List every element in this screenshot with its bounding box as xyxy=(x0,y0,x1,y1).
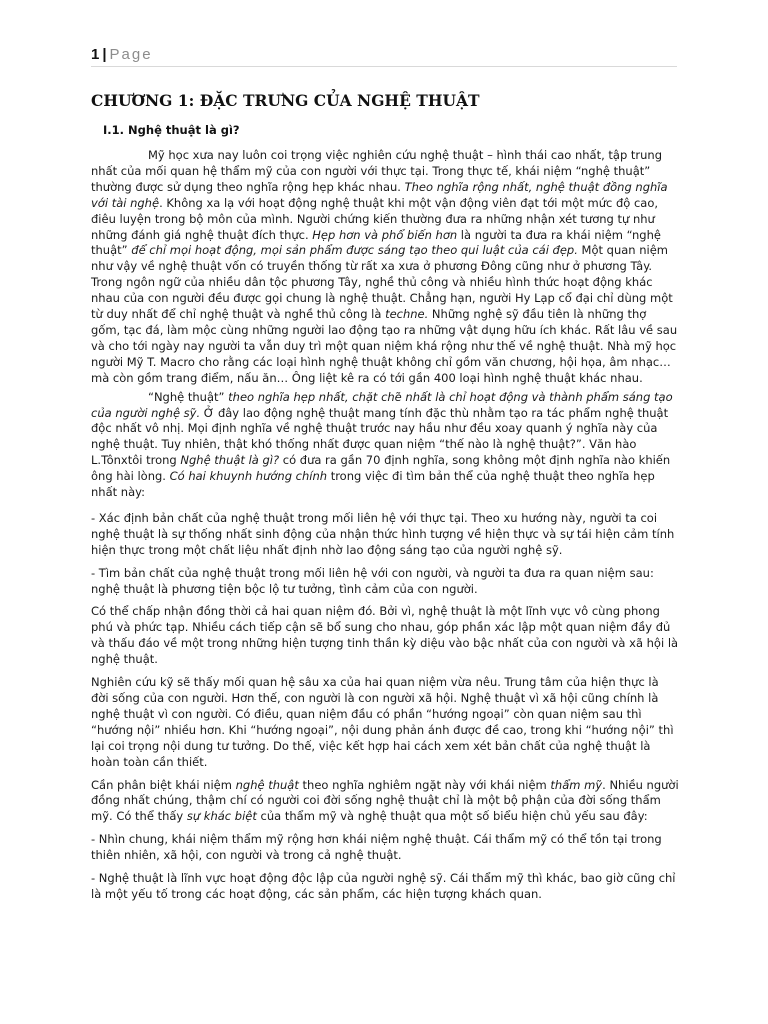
p1-emphasis-narrower: Hẹp hơn và phổ biến hơn xyxy=(312,227,458,242)
p1-emphasis-definition: để chỉ mọi hoạt động, mọi sản phẩm được sáng tạo theo qui luật của cái đẹp. xyxy=(131,243,578,258)
paragraph-2 xyxy=(91,390,679,501)
p1-text-e: là người ta đưa ra khái niệm “nghệ thuật” xyxy=(91,227,661,258)
page-number: 1 xyxy=(91,46,100,63)
page-separator: | xyxy=(102,46,107,63)
p7-text-e: . Nhiều người đồng nhất chúng, thậm chí có người coi đời sống nghệ thuật chỉ là một bộ phận của đời sống thẩm mỹ. Có thể thấy xyxy=(91,777,679,824)
p1-text-a: Mỹ học xưa nay luôn coi trọng việc nghiên cứu nghệ thuật – hình thái cao nhất, tập trung nhất của mối quan hệ thẩm mỹ của con người với thực tại. Trong thực tế, khái niệm “nghệ thuật” thường được sử dụng theo nghĩa rộng hẹp khác nhau. xyxy=(91,148,663,194)
paragraph-8: - Nhìn chung, khái niệm thẩm mỹ rộng hơn khái niệm nghệ thuật. Cái thẩm mỹ có thể tồn tại trong thiên nhiên, xã hội, con người và trong cả nghệ thuật. xyxy=(91,832,662,863)
p2-emphasis-book-title: Nghệ thuật là gì? xyxy=(180,453,280,468)
p2-text-g: trong việc đi tìm bản thể của nghệ thuật theo nghĩa hẹp nhất này: xyxy=(91,469,655,500)
p2-emphasis-narrowest: theo nghĩa hẹp nhất, chặt chẽ nhất là chỉ hoạt động và thành phẩm sáng tạo của người nghệ sỹ. xyxy=(91,389,673,420)
p7-text-c: theo nghĩa nghiêm ngặt này với khái niệm xyxy=(298,777,551,792)
p2-text-a: “Nghệ thuật” xyxy=(148,389,229,404)
document-body xyxy=(91,148,679,910)
paragraph-6: Nghiên cứu kỹ sẽ thấy mối quan hệ sâu xa của hai quan niệm vừa nêu. Trung tâm của hiện thực là đời sống của con người. Hơn thế, con người là con người xã hội. Nghệ thuật vì xã hội cũng chính là nghệ thuật vì con người. Có điều, quan niệm đầu có phần “hướng ngoại” còn quan niệm sau thì “hướng nội” nhiều hơn. Khi “hướng ngoại”, nội dung phản ánh được đề cao, trong khi “hướng nội” thì lại coi trọng nội dung tư tưởng. Do thế, việc kết hợp hai cách xem xét bản chất của nghệ thuật là hoàn toàn cần thiết. xyxy=(91,675,674,769)
p1-emphasis-broad-meaning: Theo nghĩa rộng nhất, nghệ thuật đồng nghĩa với tài nghệ xyxy=(91,179,668,210)
paragraph-7 xyxy=(91,778,679,826)
paragraph-9: - Nghệ thuật là lĩnh vực hoạt động độc lập của người nghệ sỹ. Cái thẩm mỹ thì khác, bao giờ cũng chỉ là một yếu tố trong các hoạt động, các sản phẩm, các hiện tượng khách quan. xyxy=(91,871,676,901)
paragraph-3: - Xác định bản chất của nghệ thuật trong mối liên hệ với thực tại. Theo xu hướng này, người ta coi nghệ thuật là sự thống nhất sinh động của nhận thức hình tượng về hiện thực và sự tái hiện cảm tính hiện thực trong một chất liệu nhất định nhờ lao động sáng tạo của người nghệ sỹ. xyxy=(91,510,675,557)
p1-text-i: Những nghệ sỹ đầu tiên là những thợ gốm, tạc đá, làm mộc cùng những người lao động tạo ra những vật dụng hữu ích khác. Rất lâu về sau và cho tới ngày nay người ta vẫn duy trì một quan niệm khá rộng như thế về nghệ thuật. Nhà mỹ học người Mỹ T. Macro cho rằng các loại hình nghệ thuật không chỉ gồm văn chương, hội họa, âm nhạc… mà còn gồm trang điểm, nấu ăn… Ông liệt kê ra có tới gần 400 loại hình nghệ thuật khác nhau. xyxy=(91,307,678,385)
p1-text-g: Một quan niệm như vậy về nghệ thuật vốn có truyền thống từ rất xa xưa ở phương Đông cũng như ở phương Tây. Trong ngôn ngữ của nhiều dân tộc phương Tây, nghề thủ công và nhiều hình thức hoạt động khác nhau của con người đều được gọi chung là nghệ thuật. Chẳng hạn, người Hy Lạp cổ đại chỉ dùng một từ duy nhất để chỉ nghệ thuật và nghề thủ công là xyxy=(91,243,673,322)
p7-emphasis-aesthetic: thẩm mỹ xyxy=(550,777,603,792)
p2-text-e: có đưa ra gần 70 định nghĩa, song không một định nghĩa nào khiến ông hài lòng. xyxy=(91,453,671,484)
p7-text-g: của thẩm mỹ và nghệ thuật qua một số biểu hiện chủ yếu sau đây: xyxy=(256,809,648,824)
chapter-title: CHƯƠNG 1: ĐẶC TRƯNG CỦA NGHỆ THUẬT xyxy=(91,91,480,110)
section-title: I.1. Nghệ thuật là gì? xyxy=(103,123,240,137)
page-header xyxy=(91,44,677,67)
paragraph-1 xyxy=(91,148,679,387)
p2-emphasis-two-trends: Có hai khuynh hướng chính xyxy=(169,469,328,484)
page-label: Page xyxy=(109,46,153,63)
p1-emphasis-techne: techne. xyxy=(385,307,429,322)
p2-text-c: Ở đây lao động nghệ thuật mang tính đặc thù nhằm tạo ra tác phẩm nghệ thuật độc nhất vô nhị. Mọi định nghĩa về nghệ thuật trước nay hầu như đều xoay quanh ý nghĩa này của nghệ thuật. Tuy nhiên, thật khó thống nhất được quan niệm “thế nào là nghệ thuật?”. Văn hào L.Tônxtôi trong xyxy=(91,405,669,468)
p7-emphasis-art: nghệ thuật xyxy=(235,777,299,792)
p7-emphasis-difference: sự khác biệt xyxy=(186,809,257,824)
paragraph-4: - Tìm bản chất của nghệ thuật trong mối liên hệ với con người, và người ta đưa ra quan niệm sau: nghệ thuật là phương tiện bộc lộ tư tưởng, tình cảm của con người. xyxy=(91,565,654,596)
paragraph-5: Có thể chấp nhận đồng thời cả hai quan niệm đó. Bởi vì, nghệ thuật là một lĩnh vực vô cùng phong phú và phức tạp. Nhiều cách tiếp cận sẽ bổ sung cho nhau, góp phần xác lập một quan niệm đầy đủ và thấu đáo về một trong những hiện tượng tinh thần kỳ diệu vào bậc nhất của con người và xã hội là nghệ thuật. xyxy=(91,604,679,667)
p1-text-c: . Không xa lạ với hoạt động nghệ thuật khi một vận động viên đạt tới một mức độ cao, điêu luyện trong bộ môn của mình. Người chứng kiến thường đưa ra những nhận xét tương tự như những đánh giá nghệ thuật đích thực. xyxy=(91,195,659,242)
p7-text-a: Cần phân biệt khái niệm xyxy=(91,777,236,792)
